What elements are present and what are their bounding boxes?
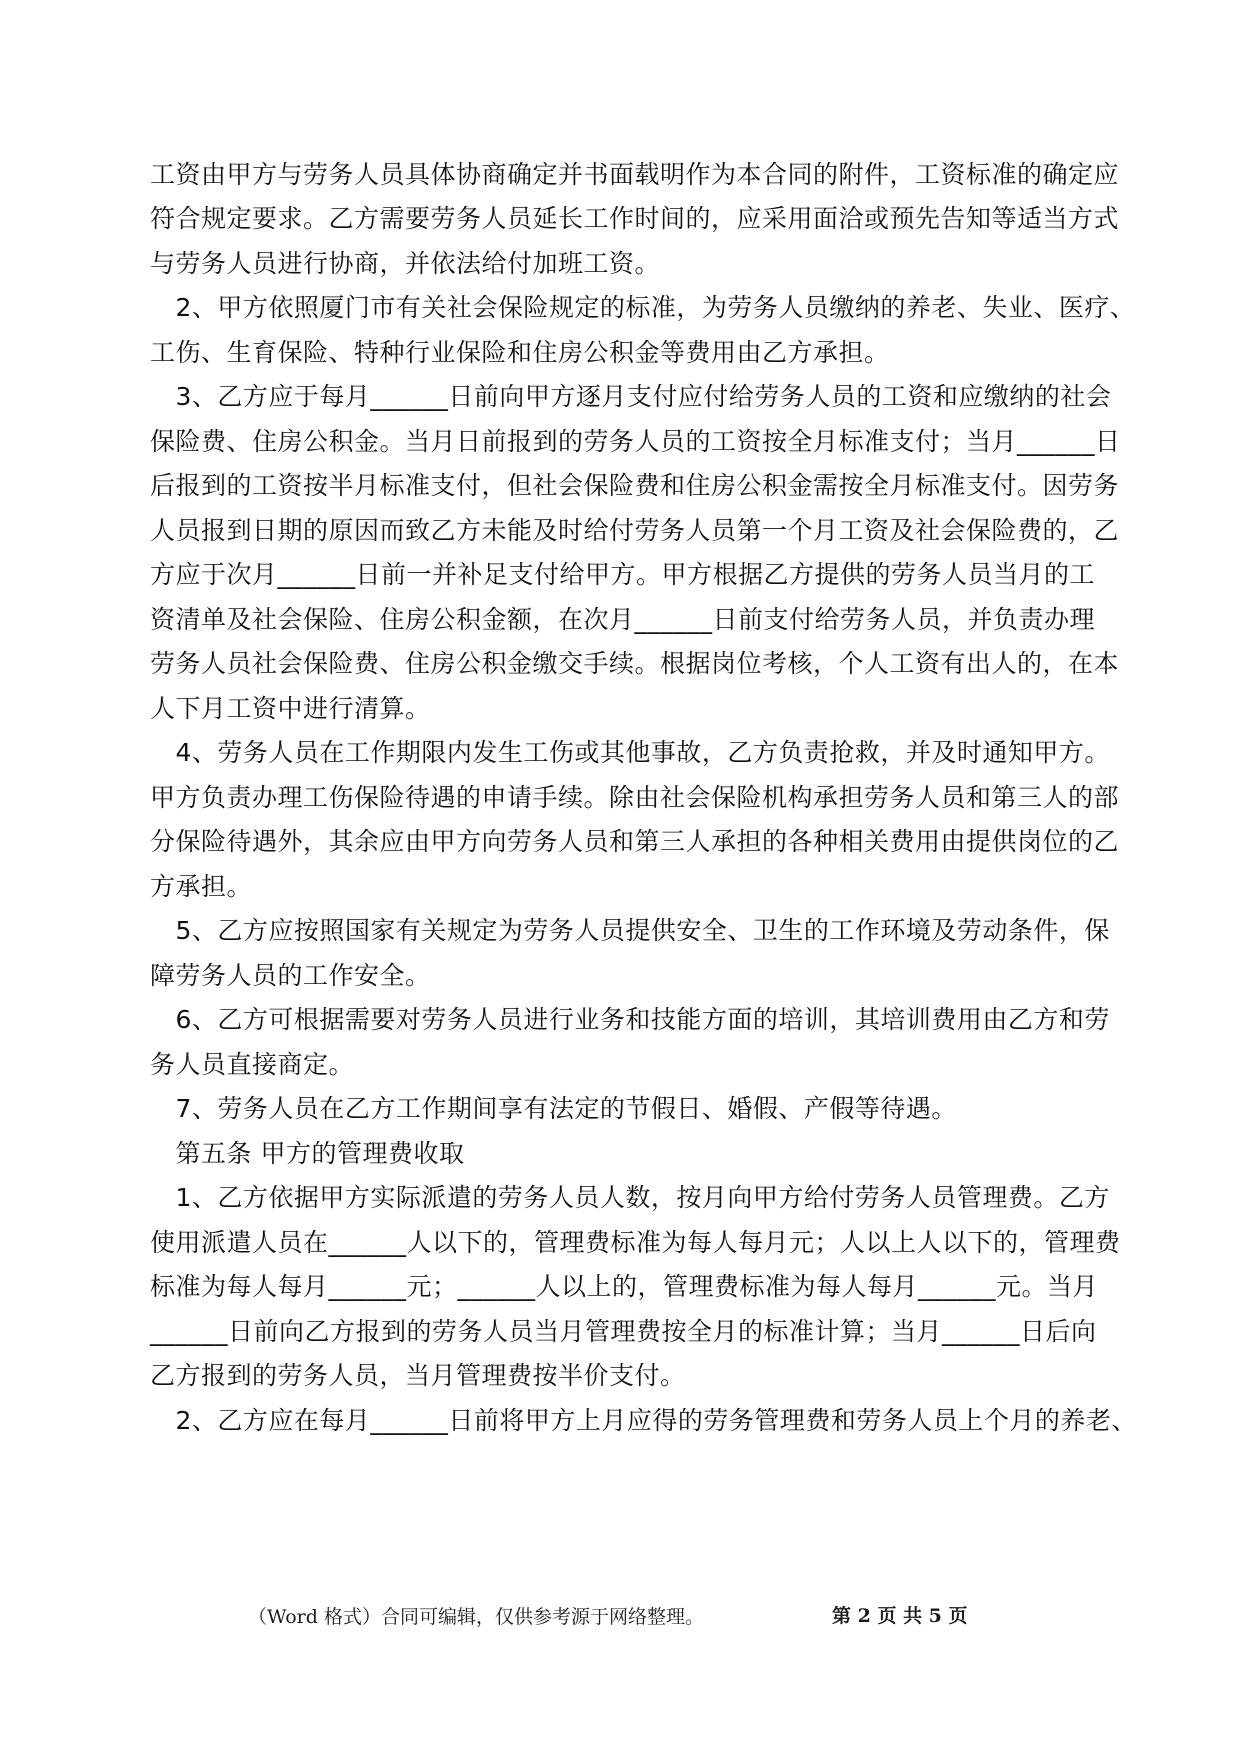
- body-line: 方应于次月______日前一并补足支付给甲方。甲方根据乙方提供的劳务人员当月的工: [150, 560, 1096, 589]
- body-line: 乙方报到的劳务人员，当月管理费按半价支付。: [150, 1361, 686, 1390]
- body-line: 务人员直接商定。: [150, 1050, 355, 1079]
- body-line: 障劳务人员的工作安全。: [150, 961, 431, 990]
- body-line: 与劳务人员进行协商，并依法给付加班工资。: [150, 249, 661, 278]
- body-line: 4、劳务人员在工作期限内发生工伤或其他事故，乙方负责抢救，并及时通知甲方。: [150, 738, 1110, 767]
- body-line: 1、乙方依据甲方实际派遣的劳务人员人数，按月向甲方给付劳务人员管理费。乙方: [150, 1183, 1110, 1212]
- body-line: 资清单及社会保险、住房公积金额，在次月______日前支付给劳务人员，并负责办理: [150, 605, 1096, 634]
- footer-note: （Word 格式）合同可编辑，仅供参考源于网络整理。: [248, 1606, 704, 1628]
- section-heading: 第五条 甲方的管理费收取: [150, 1139, 465, 1168]
- body-line: 3、乙方应于每月______日前向甲方逐月支付应付给劳务人员的工资和应缴纳的社会: [150, 382, 1112, 411]
- body-line: 劳务人员社会保险费、住房公积金缴交手续。根据岗位考核，个人工资有出人的，在本: [150, 649, 1120, 678]
- body-line: ______日前向乙方报到的劳务人员当月管理费按全月的标准计算；当月______日后向: [150, 1317, 1097, 1346]
- body-line: 后报到的工资按半月标准支付，但社会保险费和住房公积金需按全月标准支付。因劳务: [150, 471, 1120, 500]
- body-line: 甲方负责办理工伤保险待遇的申请手续。除由社会保险机构承担劳务人员和第三人的部: [150, 783, 1120, 812]
- body-line: 保险费、住房公积金。当月日前报到的劳务人员的工资按全月标准支付；当月______日: [150, 427, 1121, 456]
- body-line: 方承担。: [150, 872, 253, 901]
- body-line: 标准为每人每月______元；______人以上的，管理费标准为每人每月______元。当月: [150, 1272, 1099, 1301]
- page-number: 第 2 页 共 5 页: [832, 1605, 968, 1627]
- body-line: 工资由甲方与劳务人员具体协商确定并书面载明作为本合同的附件，工资标准的确定应: [150, 160, 1120, 189]
- body-line: 6、乙方可根据需要对劳务人员进行业务和技能方面的培训，其培训费用由乙方和劳: [150, 1005, 1110, 1034]
- body-line: 工伤、生育保险、特种行业保险和住房公积金等费用由乙方承担。: [150, 338, 890, 367]
- body-line: 符合规定要求。乙方需要劳务人员延长工作时间的，应采用面洽或预先告知等适当方式: [150, 204, 1120, 233]
- body-line: 7、劳务人员在乙方工作期间享有法定的节假日、婚假、产假等待遇。: [150, 1094, 957, 1123]
- body-line: 分保险待遇外，其余应由甲方向劳务人员和第三人承担的各种相关费用由提供岗位的乙: [150, 827, 1120, 856]
- body-line: 人下月工资中进行清算。: [150, 694, 431, 723]
- body-line: 5、乙方应按照国家有关规定为劳务人员提供安全、卫生的工作环境及劳动条件，保: [150, 916, 1110, 945]
- body-line: 2、乙方应在每月______日前将甲方上月应得的劳务管理费和劳务人员上个月的养老、: [150, 1406, 1137, 1435]
- body-line: 使用派遣人员在______人以下的，管理费标准为每人每月元；人以上人以下的，管理费: [150, 1228, 1121, 1257]
- body-line: 2、甲方依照厦门市有关社会保险规定的标准，为劳务人员缴纳的养老、失业、医疗、: [150, 293, 1136, 322]
- body-line: 人员报到日期的原因而致乙方未能及时给付劳务人员第一个月工资及社会保险费的，乙: [150, 516, 1120, 545]
